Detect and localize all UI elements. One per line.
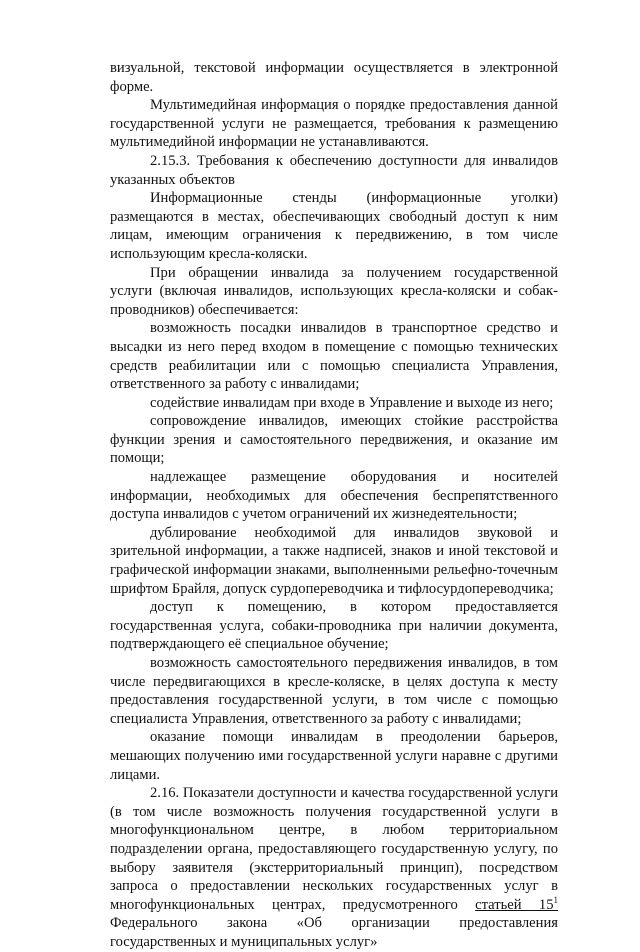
- paragraph-info-stands: Информационные стенды (информационные уголки) размещаются в местах, обеспечивающих свободный доступ к ним лицам, имеющим ограничения к передвижению, в том числе использующим кресла-коляски.: [110, 190, 558, 262]
- section-heading-2-16: [110, 784, 558, 951]
- document-body: [110, 59, 558, 952]
- paragraph-disabled-access-intro: При обращении инвалида за получением государственной услуги (включая инвалидов, использующих кресла-коляски и собак-проводников) обеспечивается:: [110, 264, 558, 318]
- law-article-superscript: 1: [553, 894, 558, 905]
- paragraph-multimedia: Мультимедийная информация о порядке предоставления данной государственной услуги не размещается, требования к размещению мультимедийной информации не устанавливаются.: [110, 97, 558, 151]
- list-item-braille: дублирование необходимой для инвалидов звуковой и зрительной информации, а также надписей, знаков и иной текстовой и графической информации знаками, выполненными рельефно-точечным шрифтом Брайля, допуск сурдопереводчика и тифлосурдопереводчика;: [110, 524, 558, 597]
- list-item-guide-dog: доступ к помещению, в котором предоставляется государственная услуга, собаки-проводника при наличии документа, подтверждающего её специальное обучение;: [110, 599, 558, 653]
- law-name-text: Федерального закона «Об организации предоставления государственных и муниципальных услуг»: [110, 915, 558, 950]
- list-item-barriers: оказание помощи инвалидам в преодолении барьеров, мешающих получению ими государственной услуги наравне с другими лицами.: [110, 729, 558, 783]
- list-item-accompaniment: сопровождение инвалидов, имеющих стойкие расстройства функции зрения и самостоятельного передвижения, и оказание им помощи;: [110, 413, 558, 467]
- law-article-link-text: статьей 15: [475, 896, 554, 913]
- list-item-equipment-placement: надлежащее размещение оборудования и носителей информации, необходимых для обеспечения беспрепятственного доступа инвалидов с учетом ограничений их жизнедеятельности;: [110, 469, 558, 523]
- list-item-transport: возможность посадки инвалидов в транспортное средство и высадки из него перед входом в помещение с помощью технических средств реабилитации или с помощью специалиста Управления, ответственного за работу с инвалидами;: [110, 320, 558, 393]
- paragraph-continuation: визуальной, текстовой информации осуществляется в электронной форме.: [110, 60, 558, 95]
- list-item-independent-movement: возможность самостоятельного передвижения инвалидов, в том числе передвигающихся в кресле-коляске, в целях доступа к месту предоставления государственной услуги, в том числе с помощью специалиста Управления, ответственного за работу с инвалидами;: [110, 655, 558, 727]
- list-item-entry-assistance: содействие инвалидам при входе в Управление и выходе из него;: [150, 394, 554, 411]
- section-2-16-text: 2.16. Показатели доступности и качества государственной услуги (в том числе возможность получения государственной услуги в многофункциональном центре, в любом территориальном подразделении органа, предоставляющего государственную услугу, по выбору заявителя (экстерриториальный принцип), посредством запроса о предоставлении нескольких государственных услуг в многофункциональных центрах, предусмотренного: [110, 785, 559, 913]
- section-heading-2-15-3: 2.15.3. Требования к обеспечению доступности для инвалидов указанных объектов: [110, 152, 558, 188]
